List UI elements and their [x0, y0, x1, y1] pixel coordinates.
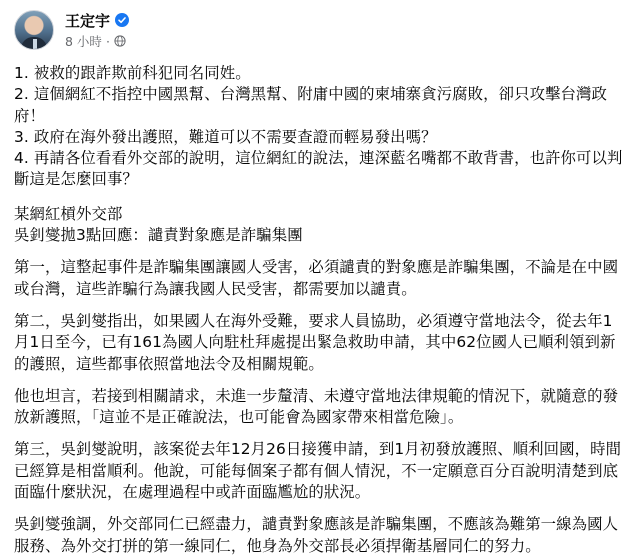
post-paragraph-points: 1. 被救的跟詐欺前科犯同名同姓。 2. 這個網紅不指控中國黑幫、台灣黑幫、附庸中國的柬埔寨貪污腐敗，卻只攻擊台灣政府！ 3. 政府在海外發出護照，難道可以不需要查證而輕易發出嗎？ 4. 再請各位看看外交部的說明，這位網紅的說法，連深藍名嘴都不敢背書，也許你可以判斷這是怎麼回事？ — [14, 64, 623, 189]
verified-badge-icon — [115, 13, 129, 27]
post-meta — [65, 11, 129, 50]
post-paragraph-third: 第三，吳釗燮說明，該案從去年12月26日接獲申請，到1月初發放護照、順利回國，時間已經算是相當順利。他說，可能每個案子都有個人情況，不一定願意百分百說明清楚到底面臨什麼狀況，在處理過程中或許面臨尷尬的狀況。 — [14, 440, 622, 502]
post-paragraph-first: 第一，這整起事件是詐騙集團讓國人受害，必須譴責的對象應是詐騙集團，不論是在中國或台灣，這些詐騙行為讓我國人民受害，都需要加以譴責。 — [14, 258, 619, 298]
post-timestamp[interactable]: 8 小時 — [65, 34, 102, 49]
post-header — [14, 10, 129, 54]
globe-icon[interactable] — [114, 35, 126, 47]
post-paragraph-admission: 他也坦言，若接到相關請求，未進一步釐清、未遵守當地法律規範的情況下，就隨意的發放新護照，「這並不是正確說法，也可能會為國家帶來相當危險」。 — [14, 386, 619, 427]
meta-separator: · — [105, 33, 110, 49]
author-name[interactable]: 王定宇 — [65, 11, 111, 30]
post-paragraph-second: 第二，吳釗燮指出，如果國人在海外受難，要求人員協助，必須遵守當地法令，從去年1月1日至今，已有161為國人向駐杜拜處提出緊急救助申請，其中62位國人已順利領到新的護照，這些都事依照當地法令及相關規範。 — [14, 311, 616, 373]
post-body — [14, 63, 624, 557]
avatar[interactable] — [14, 10, 54, 50]
post-paragraph-emphasis: 吳釗燮強調，外交部同仁已經盡力，譴責對象應該是詐騙集團，不應該為難第一線為國人服務、為外交打拼的第一線同仁，他身為外交部長必須捍衛基層同仁的努力。 — [14, 515, 619, 555]
post-paragraph-headline: 某網紅槓外交部 吳釗燮拋3點回應：譴責對象應是詐騙集團 — [14, 204, 303, 245]
